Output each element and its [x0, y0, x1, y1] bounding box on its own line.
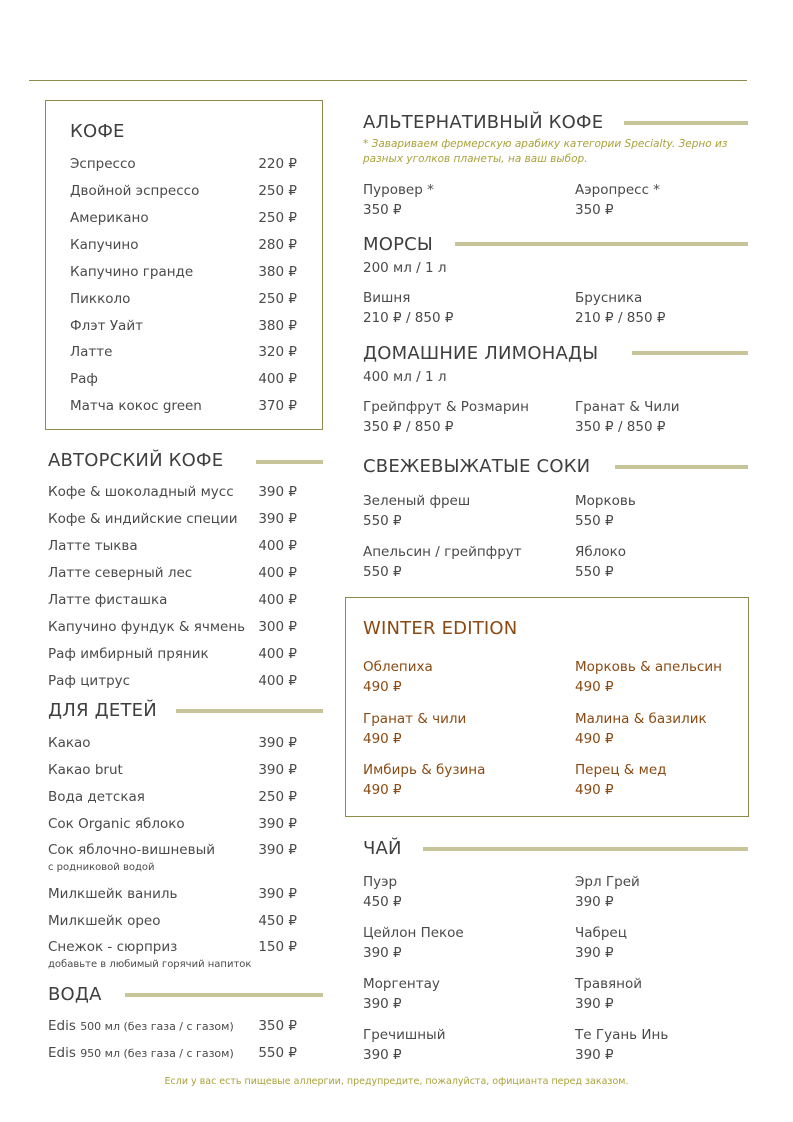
menu-item-name: Снежок - сюрприз: [48, 939, 178, 955]
menu-item-name: Капучино: [70, 237, 139, 253]
water-volume: 500 мл (без газа / с газом): [80, 1020, 234, 1033]
menu-item-price: 370 ₽: [258, 398, 297, 414]
section-bar: [624, 121, 748, 125]
menu-item-price: 390 ₽: [258, 484, 297, 500]
menu-item-price: 550 ₽: [363, 564, 402, 580]
menu-item-name: Кофе & шоколадный мусс: [48, 484, 234, 500]
menu-item-name: Милкшейк орео: [48, 913, 161, 929]
menu-item-name: Апельсин / грейпфрут: [363, 544, 522, 560]
menu-item-price: 550 ₽: [363, 513, 402, 529]
menu-item-name: Раф: [70, 371, 98, 387]
winter-edition-title: WINTER EDITION: [363, 618, 518, 639]
top-rule: [29, 80, 747, 81]
menu-item-price: 250 ₽: [258, 210, 297, 226]
menu-item-price: 350 ₽: [575, 202, 614, 218]
menu-item-price: 390 ₽: [258, 886, 297, 902]
kids-title: ДЛЯ ДЕТЕЙ: [48, 700, 157, 721]
menu-item-name: Пуэр: [363, 874, 398, 890]
menu-item-price: 380 ₽: [258, 264, 297, 280]
menu-item-price: 490 ₽: [363, 782, 402, 798]
menu-item-name: Флэт Уайт: [70, 318, 143, 334]
menu-item-price: 300 ₽: [258, 619, 297, 635]
menu-item-price: 390 ₽: [258, 762, 297, 778]
menu-item-name: Грейпфрут & Розмарин: [363, 399, 529, 415]
menu-item-price: 320 ₽: [258, 344, 297, 360]
menu-item-price: 350 ₽ / 850 ₽: [363, 419, 454, 435]
menu-item-price: 450 ₽: [258, 913, 297, 929]
menu-item-price: 490 ₽: [575, 731, 614, 747]
menu-item-name: Гранат & чили: [363, 711, 467, 727]
menu-item-name: [48, 1017, 234, 1036]
menu-item-price: 490 ₽: [363, 731, 402, 747]
menu-item-price: 380 ₽: [258, 318, 297, 334]
menu-item-price: 390 ₽: [363, 945, 402, 961]
menu-item-name: Эрл Грей: [575, 874, 640, 890]
section-bar: [632, 351, 748, 355]
menu-item-price: 210 ₽ / 850 ₽: [575, 310, 666, 326]
section-bar: [176, 709, 323, 713]
menu-item-price: 490 ₽: [575, 782, 614, 798]
water-title: ВОДА: [48, 984, 102, 1005]
menu-item-name: Латте северный лес: [48, 565, 193, 581]
menu-item-name: Морковь & апельсин: [575, 659, 722, 675]
menu-item-name: Американо: [70, 210, 149, 226]
menu-item-name: Чабрец: [575, 925, 627, 941]
menu-item-name: Гранат & Чили: [575, 399, 680, 415]
menu-item-name: Латте тыква: [48, 538, 138, 554]
menu-item-name: Малина & базилик: [575, 711, 707, 727]
menu-item-name: Матча кокос green: [70, 398, 202, 414]
menu-item-price: 400 ₽: [258, 565, 297, 581]
menu-item-price: 250 ₽: [258, 291, 297, 307]
juices-title: СВЕЖЕВЫЖАТЫЕ СОКИ: [363, 456, 591, 477]
water-brand: Edis: [48, 1018, 76, 1034]
menu-item-price: 490 ₽: [575, 679, 614, 695]
allergy-footer: Если у вас есть пищевые аллергии, предупредите, пожалуйста, официанта перед заказом.: [164, 1076, 629, 1087]
menu-item-name: Латте: [70, 344, 113, 360]
menu-item-name: Латте фисташка: [48, 592, 168, 608]
menu-item-name: Зеленый фреш: [363, 493, 471, 509]
mors-title: МОРСЫ: [363, 234, 434, 255]
menu-item-name: Яблоко: [575, 544, 627, 560]
menu-item-price: 250 ₽: [258, 183, 297, 199]
menu-item-price: 350 ₽: [258, 1018, 297, 1034]
menu-item-price: 390 ₽: [575, 945, 614, 961]
menu-item-name: Те Гуань Инь: [575, 1027, 669, 1043]
menu-item-price: 350 ₽ / 850 ₽: [575, 419, 666, 435]
volume-label: 400 мл / 1 л: [363, 369, 447, 385]
menu-item-note: с родниковой водой: [48, 862, 155, 873]
menu-item-price: 550 ₽: [575, 513, 614, 529]
menu-item-name: Сок Organic яблоко: [48, 816, 185, 832]
menu-item-name: Какао brut: [48, 762, 123, 778]
menu-item-price: 400 ₽: [258, 538, 297, 554]
menu-item-name: Брусника: [575, 290, 643, 306]
coffee-title: КОФЕ: [70, 121, 125, 142]
menu-item-price: 280 ₽: [258, 237, 297, 253]
menu-item-price: 400 ₽: [258, 371, 297, 387]
menu-item-price: 400 ₽: [258, 673, 297, 689]
menu-item-price: 150 ₽: [258, 939, 297, 955]
menu-item-price: 350 ₽: [363, 202, 402, 218]
water-brand: Edis: [48, 1045, 76, 1061]
menu-item-price: 390 ₽: [363, 1047, 402, 1063]
menu-item-price: 390 ₽: [575, 1047, 614, 1063]
menu-item-name: Капучино гранде: [70, 264, 194, 280]
section-bar: [125, 993, 323, 997]
alt-coffee-title: АЛЬТЕРНАТИВНЫЙ КОФЕ: [363, 112, 604, 133]
water-volume: 950 мл (без газа / с газом): [80, 1047, 234, 1060]
menu-item-price: 390 ₽: [258, 735, 297, 751]
menu-item-price: 400 ₽: [258, 592, 297, 608]
menu-item-name: Какао: [48, 735, 91, 751]
menu-item-name: Пикколо: [70, 291, 131, 307]
menu-item-price: 220 ₽: [258, 156, 297, 172]
menu-item-price: 490 ₽: [363, 679, 402, 695]
menu-item-name: Кофе & индийские специи: [48, 511, 238, 527]
menu-item-price: 550 ₽: [258, 1045, 297, 1061]
menu-item-name: Травяной: [575, 976, 643, 992]
menu-item-price: 250 ₽: [258, 789, 297, 805]
menu-item-price: 390 ₽: [575, 894, 614, 910]
menu-item-price: 390 ₽: [258, 816, 297, 832]
author-coffee-title: АВТОРСКИЙ КОФЕ: [48, 450, 224, 471]
menu-item-price: 390 ₽: [575, 996, 614, 1012]
section-bar: [455, 242, 748, 246]
menu-item-name: Облепиха: [363, 659, 433, 675]
menu-item-name: Эспрессо: [70, 156, 136, 172]
menu-item-price: 550 ₽: [575, 564, 614, 580]
menu-item-price: 450 ₽: [363, 894, 402, 910]
menu-item-price: 210 ₽ / 850 ₽: [363, 310, 454, 326]
menu-item-name: Вишня: [363, 290, 411, 306]
menu-item-price: 390 ₽: [363, 996, 402, 1012]
menu-item-name: Капучино фундук & ячмень: [48, 619, 246, 635]
menu-item-price: 400 ₽: [258, 646, 297, 662]
menu-item-name: Пуровер *: [363, 182, 434, 198]
menu-item-name: Двойной эспрессо: [70, 183, 200, 199]
menu-item-name: Сок яблочно-вишневый: [48, 842, 216, 858]
menu-item-price: 390 ₽: [258, 842, 297, 858]
section-bar: [256, 460, 323, 464]
volume-label: 200 мл / 1 л: [363, 260, 447, 276]
menu-item-name: Моргентау: [363, 976, 440, 992]
menu-item-name: Имбирь & бузина: [363, 762, 486, 778]
menu-item-name: Вода детская: [48, 789, 145, 805]
lemonades-title: ДОМАШНИЕ ЛИМОНАДЫ: [363, 343, 599, 364]
menu-item-name: Перец & мед: [575, 762, 667, 778]
menu-item-name: Цейлон Пекое: [363, 925, 464, 941]
menu-item-name: Морковь: [575, 493, 636, 509]
menu-item-name: Милкшейк ваниль: [48, 886, 178, 902]
menu-item-note: добавьте в любимый горячий напиток: [48, 959, 252, 970]
tea-title: ЧАЙ: [363, 838, 402, 859]
menu-item-name: Аэропресс *: [575, 182, 661, 198]
menu-item-name: Гречишный: [363, 1027, 446, 1043]
menu-item-price: 390 ₽: [258, 511, 297, 527]
section-bar: [615, 465, 748, 469]
menu-item-name: [48, 1044, 234, 1063]
section-bar: [423, 847, 748, 851]
alt-coffee-note: * Завариваем фермерскую арабику категории Specialty. Зерно из разных уголков планеты, на ваш выбор.: [363, 138, 728, 165]
menu-item-name: Раф имбирный пряник: [48, 646, 209, 662]
menu-item-name: Раф цитрус: [48, 673, 131, 689]
